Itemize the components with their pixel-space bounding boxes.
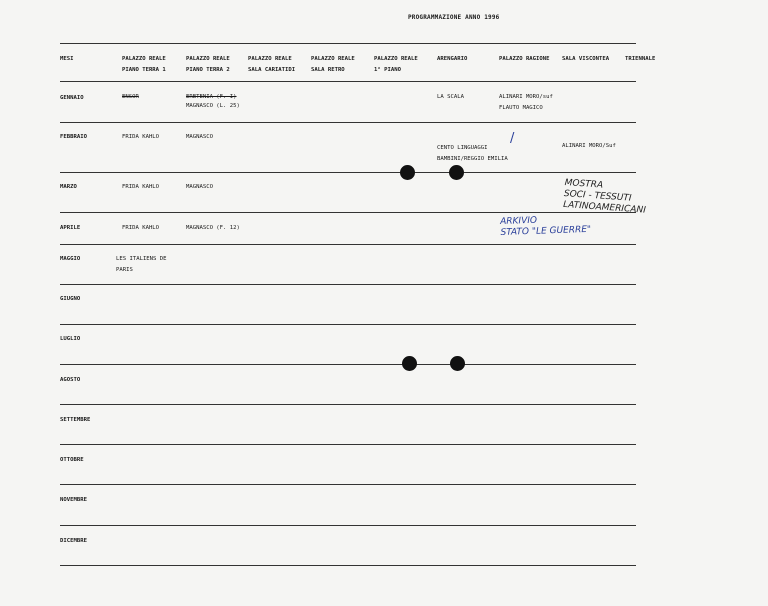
entry-maggio-pr1: LES ITALIENS DE PARIS xyxy=(116,256,167,273)
rule-row xyxy=(60,122,636,123)
header-palazzo-ragione: PALAZZO RAGIONE xyxy=(499,56,550,62)
month-settembre: SETTEMBRE xyxy=(60,417,91,423)
rule-row xyxy=(60,172,636,173)
header-sala-retro: PALAZZO REALE SALA RETRO xyxy=(311,56,355,73)
rule-header xyxy=(60,81,636,82)
rule-row xyxy=(60,212,636,213)
rule-row xyxy=(60,324,636,325)
entry-gennaio-ragione: ALINARI MORO/suf FLAUTO MAGICO xyxy=(499,94,553,111)
month-luglio: LUGLIO xyxy=(60,336,81,342)
header-palazzo-reale-piano-terra-1: PALAZZO REALE PIANO TERRA 1 xyxy=(122,56,166,73)
header-sala-cariatidi: PALAZZO REALE SALA CARIATIDI xyxy=(248,56,296,73)
entry-gennaio-arengario: LA SCALA xyxy=(437,94,464,100)
handwritten-mostra-note: MOSTRA SOCI - TESSUTI LATINOAMERICANI xyxy=(562,178,647,216)
rule-row xyxy=(60,404,636,405)
entry-aprile-pr2: MAGNASCO (F. 12) xyxy=(186,225,240,231)
entry-marzo-pr2: MAGNASCO xyxy=(186,184,213,190)
punch-hole xyxy=(402,356,417,371)
entry-gennaio-pr2: MAGNASCO (L. 25) xyxy=(186,103,240,109)
month-marzo: MARZO xyxy=(60,184,77,190)
rule-row xyxy=(60,484,636,485)
rule-bottom xyxy=(60,565,636,566)
header-palazzo-reale-piano-terra-2: PALAZZO REALE PIANO TERRA 2 xyxy=(186,56,230,73)
entry-aprile-pr1: FRIDA KAHLO xyxy=(122,225,160,231)
month-ottobre: OTTOBRE xyxy=(60,457,84,463)
header-sala-viscontea: SALA VISCONTEA xyxy=(562,56,610,62)
entry-febbraio-viscontea: ALINARI MORO/Suf xyxy=(562,143,616,149)
rule-row xyxy=(60,364,636,365)
header-mesi: MESI xyxy=(60,56,74,62)
handwritten-mark: / xyxy=(510,131,515,146)
punch-hole xyxy=(400,165,415,180)
month-dicembre: DICEMBRE xyxy=(60,538,87,544)
month-agosto: AGOSTO xyxy=(60,377,81,383)
header-triennale: TRIENNALE xyxy=(625,56,656,62)
rule-row xyxy=(60,525,636,526)
rule-top xyxy=(60,43,636,44)
month-gennaio: GENNAIO xyxy=(60,95,84,101)
handwritten-arkivio-note: ARKIVIO STATO "LE GUERRE" xyxy=(500,215,592,238)
rule-row xyxy=(60,444,636,445)
entry-febbraio-pr1: FRIDA KAHLO xyxy=(122,134,160,140)
rule-row xyxy=(60,284,636,285)
document-title: PROGRAMMAZIONE ANNO 1996 xyxy=(408,14,500,21)
month-aprile: APRILE xyxy=(60,225,81,231)
punch-hole xyxy=(449,165,464,180)
header-arengario: ARENGARIO xyxy=(437,56,468,62)
rule-row xyxy=(60,244,636,245)
month-maggio: MAGGIO xyxy=(60,256,81,262)
header-primo-piano: PALAZZO REALE 1° PIANO xyxy=(374,56,418,73)
month-giugno: GIUGNO xyxy=(60,296,81,302)
month-febbraio: FEBBRAIO xyxy=(60,134,87,140)
entry-febbraio-pr2: MAGNASCO xyxy=(186,134,213,140)
entry-gennaio-pr1: ENSOR xyxy=(122,94,139,100)
punch-hole xyxy=(450,356,465,371)
entry-febbraio-arengario: CENTO LINGUAGGI BAMBINI/REGGIO EMILIA xyxy=(437,145,508,162)
month-novembre: NOVEMBRE xyxy=(60,497,87,503)
entry-gennaio-pr2-struck: ERBTENIA (F. I) xyxy=(186,94,237,100)
entry-marzo-pr1: FRIDA KAHLO xyxy=(122,184,160,190)
